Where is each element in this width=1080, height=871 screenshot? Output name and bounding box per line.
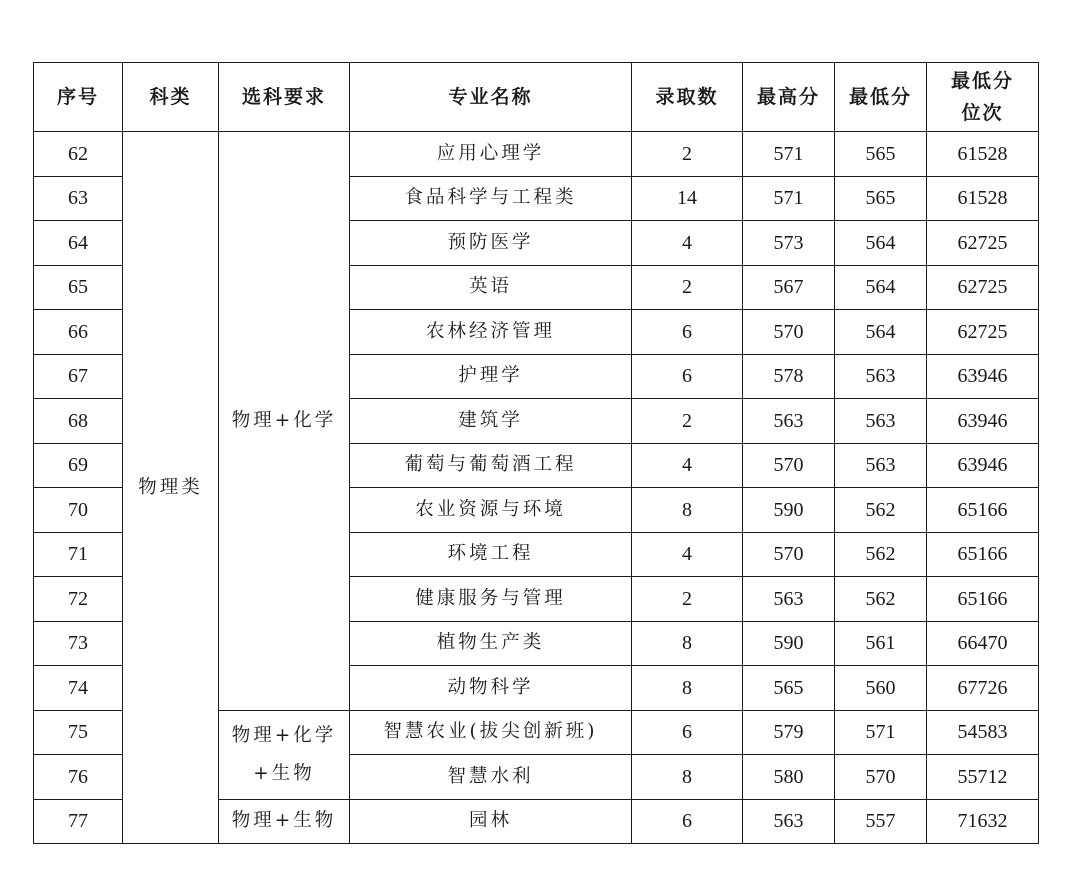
cell-subject-requirement	[219, 710, 350, 799]
cell-major-name: 园林	[350, 799, 632, 844]
cell-max-score: 570	[743, 310, 835, 355]
cell-admitted-count: 2	[632, 132, 743, 177]
cell-min-rank: 54583	[927, 710, 1039, 755]
cell-min-score: 561	[835, 621, 927, 666]
subject-requirement-line2: +生物	[253, 762, 315, 784]
cell-seq: 71	[34, 532, 123, 577]
cell-admitted-count: 14	[632, 176, 743, 221]
cell-min-rank: 63946	[927, 399, 1039, 444]
cell-min-score: 565	[835, 176, 927, 221]
header-min-rank-line2: 位次	[961, 102, 1004, 124]
cell-min-score: 571	[835, 710, 927, 755]
cell-seq: 63	[34, 176, 123, 221]
cell-admitted-count: 8	[632, 755, 743, 800]
header-min-rank	[927, 63, 1039, 132]
cell-max-score: 579	[743, 710, 835, 755]
cell-max-score: 567	[743, 265, 835, 310]
header-subject-requirement: 选科要求	[219, 63, 350, 132]
cell-admitted-count: 2	[632, 265, 743, 310]
cell-max-score: 570	[743, 532, 835, 577]
cell-seq: 65	[34, 265, 123, 310]
header-major-name: 专业名称	[350, 63, 632, 132]
cell-major-name: 应用心理学	[350, 132, 632, 177]
cell-admitted-count: 8	[632, 488, 743, 533]
cell-major-name: 护理学	[350, 354, 632, 399]
cell-min-score: 557	[835, 799, 927, 844]
header-row	[34, 63, 1039, 132]
header-admitted-count: 录取数	[632, 63, 743, 132]
cell-max-score: 571	[743, 132, 835, 177]
cell-min-score: 563	[835, 354, 927, 399]
cell-min-rank: 61528	[927, 176, 1039, 221]
cell-seq: 73	[34, 621, 123, 666]
cell-subject-requirement: 物理+生物	[219, 799, 350, 844]
table-row	[34, 132, 1039, 177]
cell-admitted-count: 4	[632, 532, 743, 577]
cell-seq: 69	[34, 443, 123, 488]
cell-min-rank: 62725	[927, 265, 1039, 310]
cell-min-score: 562	[835, 488, 927, 533]
header-seq: 序号	[34, 63, 123, 132]
cell-max-score: 573	[743, 221, 835, 266]
cell-major-name: 智慧水利	[350, 755, 632, 800]
cell-admitted-count: 2	[632, 399, 743, 444]
cell-min-rank: 62725	[927, 221, 1039, 266]
cell-seq: 74	[34, 666, 123, 711]
cell-seq: 72	[34, 577, 123, 622]
cell-major-name: 食品科学与工程类	[350, 176, 632, 221]
cell-admitted-count: 6	[632, 799, 743, 844]
cell-major-name: 预防医学	[350, 221, 632, 266]
cell-max-score: 580	[743, 755, 835, 800]
cell-min-rank: 62725	[927, 310, 1039, 355]
cell-admitted-count: 6	[632, 310, 743, 355]
cell-major-name: 建筑学	[350, 399, 632, 444]
cell-seq: 77	[34, 799, 123, 844]
cell-min-rank: 61528	[927, 132, 1039, 177]
cell-max-score: 590	[743, 488, 835, 533]
cell-major-name: 环境工程	[350, 532, 632, 577]
cell-max-score: 571	[743, 176, 835, 221]
cell-min-score: 562	[835, 532, 927, 577]
cell-major-name: 葡萄与葡萄酒工程	[350, 443, 632, 488]
cell-min-score: 563	[835, 399, 927, 444]
cell-min-rank: 55712	[927, 755, 1039, 800]
header-min-rank-line1: 最低分	[950, 70, 1014, 92]
cell-major-name: 农林经济管理	[350, 310, 632, 355]
cell-max-score: 563	[743, 799, 835, 844]
cell-major-name: 英语	[350, 265, 632, 310]
table-header	[34, 63, 1039, 132]
cell-major-name: 健康服务与管理	[350, 577, 632, 622]
cell-min-score: 560	[835, 666, 927, 711]
cell-seq: 68	[34, 399, 123, 444]
subject-requirement-line1: 物理+化学	[231, 724, 337, 746]
cell-category: 物理类	[123, 132, 219, 844]
cell-seq: 64	[34, 221, 123, 266]
table-body	[34, 132, 1039, 844]
cell-min-score: 563	[835, 443, 927, 488]
cell-admitted-count: 6	[632, 354, 743, 399]
cell-min-rank: 66470	[927, 621, 1039, 666]
cell-seq: 66	[34, 310, 123, 355]
cell-admitted-count: 8	[632, 621, 743, 666]
cell-admitted-count: 4	[632, 443, 743, 488]
header-max-score: 最高分	[743, 63, 835, 132]
cell-min-rank: 65166	[927, 532, 1039, 577]
cell-admitted-count: 8	[632, 666, 743, 711]
cell-seq: 75	[34, 710, 123, 755]
cell-subject-requirement: 物理+化学	[219, 132, 350, 711]
cell-admitted-count: 6	[632, 710, 743, 755]
cell-admitted-count: 4	[632, 221, 743, 266]
cell-min-score: 565	[835, 132, 927, 177]
cell-min-rank: 67726	[927, 666, 1039, 711]
cell-admitted-count: 2	[632, 577, 743, 622]
header-min-score: 最低分	[835, 63, 927, 132]
cell-seq: 76	[34, 755, 123, 800]
cell-min-rank: 63946	[927, 354, 1039, 399]
cell-max-score: 590	[743, 621, 835, 666]
admission-score-table	[33, 62, 1039, 844]
cell-max-score: 563	[743, 399, 835, 444]
cell-major-name: 植物生产类	[350, 621, 632, 666]
cell-max-score: 570	[743, 443, 835, 488]
cell-seq: 62	[34, 132, 123, 177]
cell-seq: 70	[34, 488, 123, 533]
header-category: 科类	[123, 63, 219, 132]
cell-min-score: 570	[835, 755, 927, 800]
cell-min-rank: 63946	[927, 443, 1039, 488]
cell-max-score: 563	[743, 577, 835, 622]
cell-major-name: 农业资源与环境	[350, 488, 632, 533]
cell-min-score: 564	[835, 265, 927, 310]
cell-max-score: 578	[743, 354, 835, 399]
cell-min-score: 562	[835, 577, 927, 622]
cell-major-name: 智慧农业(拔尖创新班)	[350, 710, 632, 755]
cell-max-score: 565	[743, 666, 835, 711]
cell-major-name: 动物科学	[350, 666, 632, 711]
cell-min-rank: 65166	[927, 577, 1039, 622]
cell-min-rank: 65166	[927, 488, 1039, 533]
cell-min-score: 564	[835, 221, 927, 266]
cell-min-rank: 71632	[927, 799, 1039, 844]
cell-min-score: 564	[835, 310, 927, 355]
cell-seq: 67	[34, 354, 123, 399]
